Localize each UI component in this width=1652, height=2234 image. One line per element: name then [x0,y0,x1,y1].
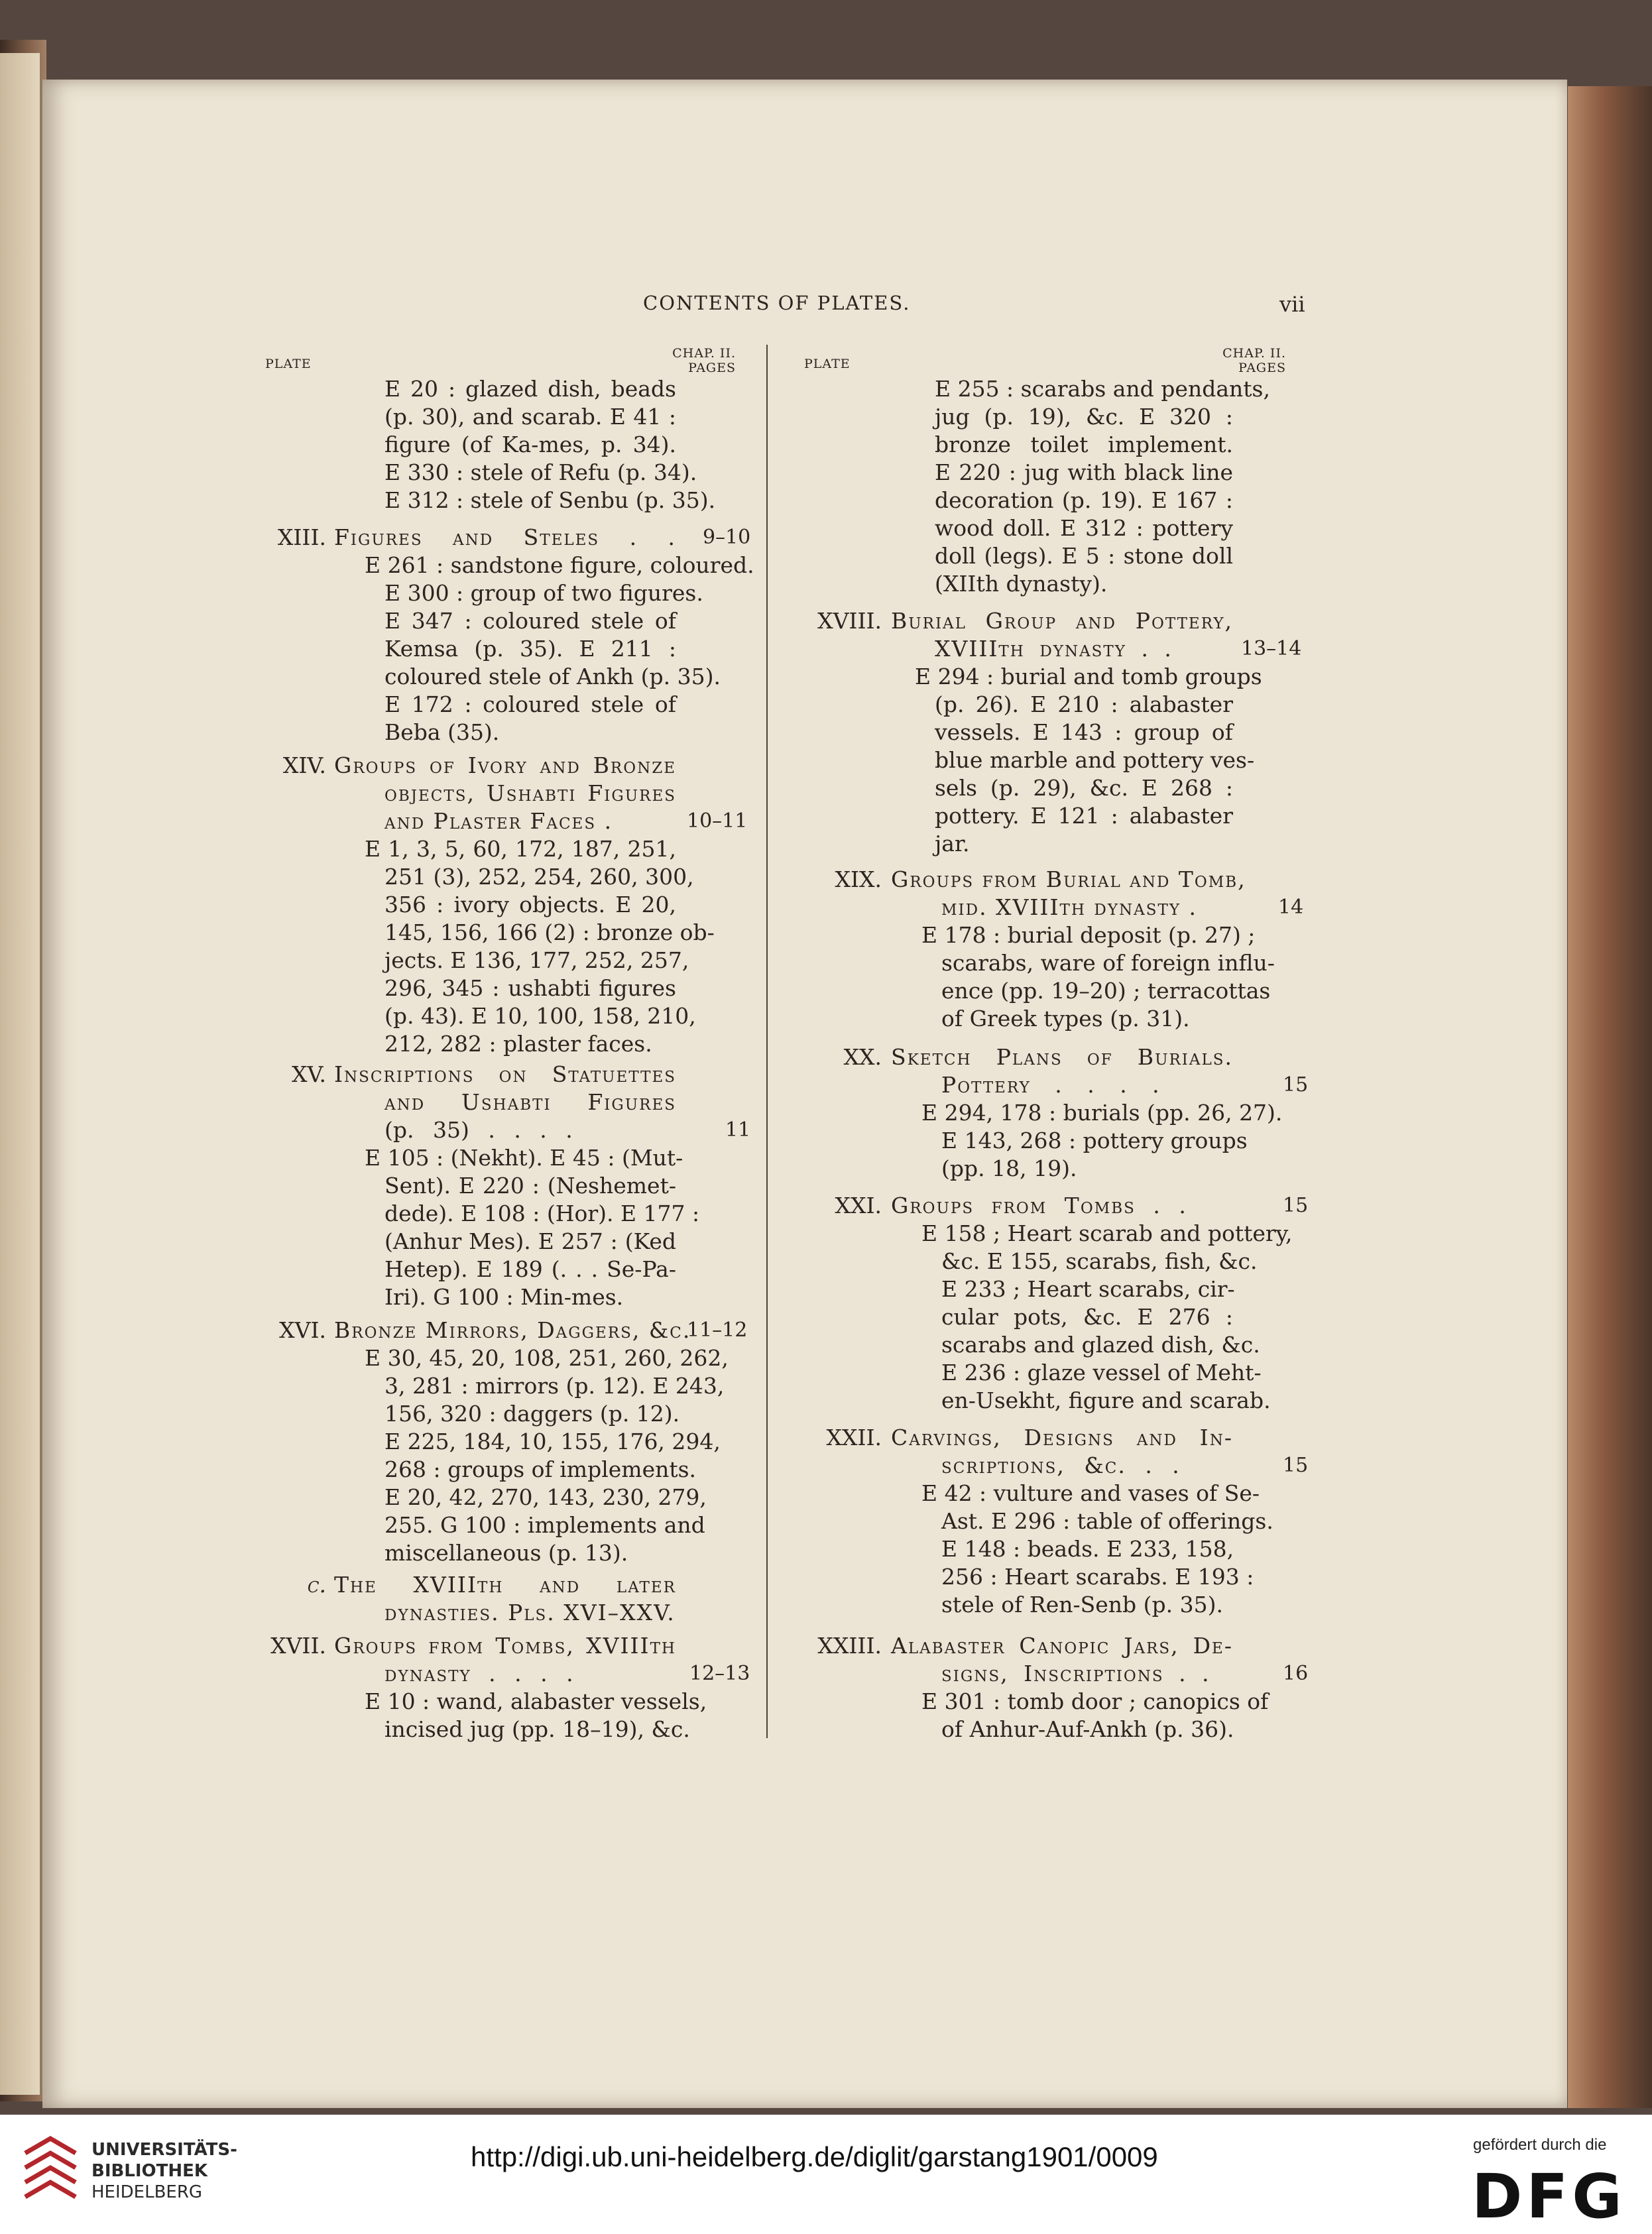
entry-line: Hetep). E 189 (. . . Se-Pa- [384,1256,676,1282]
left-pages-label: PAGES [688,361,736,375]
entry-line: 3, 281 : mirrors (p. 12). E 243, [384,1373,725,1399]
entry-line: E 330 : stele of Refu (p. 34). [384,459,697,485]
entry-line: scarabs, ware of foreign influ- [941,950,1275,976]
entry-line: jar. [935,831,970,856]
entry-line: Iri). G 100 : Min-mes. [384,1284,624,1310]
entry-line: 212, 282 : plaster faces. [384,1031,652,1057]
entry-line: cular pots, &c. E 276 : [941,1304,1233,1330]
running-head: CONTENTS OF PLATES. [643,292,911,314]
plate-number: XVI. [279,1317,326,1343]
entry-line: 255. G 100 : implements and [384,1512,705,1538]
entry-line: dede). E 108 : (Hor). E 177 : [384,1201,700,1226]
section-letter: c. [307,1572,326,1598]
entry-line: blue marble and pottery ves- [935,747,1255,773]
entry-line: E 143, 268 : pottery groups [941,1128,1248,1153]
entry-line: 256 : Heart scarabs. E 193 : [941,1564,1254,1590]
plate-number: XXII. [826,1425,882,1450]
entry-line: E 225, 184, 10, 155, 176, 294, [384,1429,721,1454]
plate-heading: scriptions, &c. . . [941,1452,1181,1478]
plate-number: XV. [291,1061,326,1087]
entry-line: en-Usekht, figure and scarab. [941,1387,1271,1413]
entry-line: (p. 26). E 210 : alabaster [935,691,1233,717]
entry-line: 268 : groups of implements. [384,1456,697,1482]
plate-heading: Inscriptions on Statuettes [334,1061,676,1087]
section-heading: dynasties. Pls. XVI–XXV. [384,1600,676,1625]
plate-number: XIX. [835,866,882,892]
entry-line: Beba (35). [384,719,500,745]
entry-line: ence (pp. 19–20) ; terracottas [941,978,1271,1004]
chapter-pages: 15 [1283,1454,1309,1477]
entry-line: E 20 : glazed dish, beads [384,376,676,402]
entry-line: E 300 : group of two figures. [384,580,703,606]
plate-heading: Figures and Steles . . [334,524,676,550]
entry-line: (p. 35) . . . . [384,1117,573,1143]
section-heading: The XVIIIth and later [334,1572,676,1598]
entry-line: coloured stele of Ankh (p. 35). [384,664,721,689]
page-number: vii [1279,292,1305,317]
entry-line: bronze toilet implement. [935,432,1233,457]
entry-line: (XIIth dynasty). [935,571,1108,597]
plate-heading: XVIIIth dynasty . . [935,636,1173,662]
left-chap-column-label [663,346,736,375]
dfg-logo: DFG [1472,2161,1626,2232]
entry-line: E 42 : vulture and vases of Se- [921,1480,1260,1506]
entry-line: pottery. E 121 : alabaster [935,803,1233,829]
entry-line: E 148 : beads. E 233, 158, [941,1536,1234,1562]
entry-line: E 255 : scarabs and pendants, [935,376,1270,402]
plate-number: XIV. [282,752,326,778]
permalink-url[interactable]: http://digi.ub.uni-heidelberg.de/diglit/garstang1901/0009 [471,2141,1158,2172]
entry-line: E 1, 3, 5, 60, 172, 187, 251, [365,836,676,862]
entry-line: E 105 : (Nekht). E 45 : (Mut- [365,1145,683,1171]
book-page [42,80,1567,2108]
funding-label: gefördert durch die [1473,2136,1607,2154]
plate-number: XIII. [277,524,326,550]
entry-line: 356 : ivory objects. E 20, [384,892,676,917]
entry-line: E 236 : glaze vessel of Meht- [941,1360,1262,1385]
library-name-line3: HEIDELBERG [91,2182,203,2202]
entry-line: of Anhur-Auf-Ankh (p. 36). [941,1716,1234,1742]
plate-heading: and Ushabti Figures [384,1089,676,1115]
entry-line: vessels. E 143 : group of [935,719,1233,745]
entry-line: stele of Ren-Senb (p. 35). [941,1592,1223,1617]
entry-line: miscellaneous (p. 13). [384,1540,628,1566]
entry-line: E 301 : tomb door ; canopics of [921,1688,1269,1714]
plate-number: XXIII. [817,1633,882,1659]
entry-line: scarabs and glazed dish, &c. [941,1332,1260,1358]
entry-line: of Greek types (p. 31). [941,1006,1190,1031]
entry-line: E 233 ; Heart scarabs, cir- [941,1276,1235,1302]
entry-line: (p. 43). E 10, 100, 158, 210, [384,1003,696,1029]
entry-line: E 10 : wand, alabaster vessels, [365,1688,707,1714]
plate-heading: and Plaster Faces . [384,808,613,834]
plate-heading: Pottery . . . . [941,1072,1161,1098]
entry-line: E 20, 42, 270, 143, 230, 279, [384,1484,707,1510]
book-cover-right-edge [1568,86,1652,2108]
entry-line: E 261 : sandstone figure, coloured. [365,552,754,578]
entry-line: jug (p. 19), &c. E 320 : [935,404,1233,430]
entry-line: &c. E 155, scarabs, fish, &c. [941,1248,1258,1274]
plate-heading: Groups from Burial and Tomb, [891,866,1246,892]
entry-line: incised jug (pp. 18–19), &c. [384,1716,690,1742]
chapter-pages: 11 [725,1118,751,1142]
entry-line: (pp. 18, 19). [941,1155,1077,1181]
plate-heading: Burial Group and Pottery, [891,608,1233,634]
entry-line: E 347 : coloured stele of [384,608,676,634]
plate-heading: Groups from Tombs . . [891,1193,1187,1218]
entry-line: Ast. E 296 : table of offerings. [941,1508,1273,1534]
entry-line: doll (legs). E 5 : stone doll [935,543,1233,569]
entry-line: 145, 156, 166 (2) : bronze ob- [384,919,715,945]
chapter-pages: 11–12 [687,1319,748,1342]
library-name-line2: BIBLIOTHEK [91,2161,208,2181]
left-chap-label: CHAP. II. [672,346,736,361]
plate-heading: dynasty . . . . [384,1661,575,1686]
chapter-pages: 15 [1283,1194,1309,1217]
footer-bar [0,2115,1652,2234]
entry-line: figure (of Ka-mes, p. 34). [384,432,676,457]
previous-page-edge [0,53,41,2095]
entry-line: (Anhur Mes). E 257 : (Ked [384,1228,676,1254]
chapter-pages: 12–13 [689,1662,750,1685]
entry-line: Kemsa (p. 35). E 211 : [384,636,676,662]
plate-heading: Groups from Tombs, XVIIIth [334,1633,676,1659]
entry-line: E 172 : coloured stele of [384,691,676,717]
plate-number: XX. [843,1044,882,1070]
plate-heading: Alabaster Canopic Jars, De- [891,1633,1233,1659]
entry-line: (p. 30), and scarab. E 41 : [384,404,676,430]
right-chap-column-label [1213,346,1286,375]
entry-line: decoration (p. 19). E 167 : [935,487,1233,513]
entry-line: wood doll. E 312 : pottery [935,515,1233,541]
plate-number: XVII. [270,1633,326,1659]
plate-heading: mid. XVIIIth dynasty . [941,894,1197,920]
chapter-pages: 14 [1278,896,1304,919]
plate-heading: Bronze Mirrors, Daggers, &c. [334,1317,691,1343]
library-logo-icon [19,2133,82,2206]
entry-line: 296, 345 : ushabti figures [384,975,676,1001]
plate-heading: Carvings, Designs and In- [891,1425,1233,1450]
plate-heading: Groups of Ivory and Bronze [334,752,676,778]
entry-line: jects. E 136, 177, 252, 257, [384,947,689,973]
entry-line: Sent). E 220 : (Neshemet- [384,1173,676,1199]
right-pages-label: PAGES [1238,361,1286,375]
chapter-pages: 10–11 [687,809,748,833]
entry-line: E 178 : burial deposit (p. 27) ; [921,922,1256,948]
entry-line: E 294, 178 : burials (pp. 26, 27). [921,1100,1283,1126]
plate-number: XVIII. [817,608,882,634]
chapter-pages: 16 [1283,1662,1309,1685]
column-divider [766,345,768,1738]
plate-heading: Sketch Plans of Burials. [891,1044,1233,1070]
entry-line: sels (p. 29), &c. E 268 : [935,775,1233,801]
entry-line: 156, 320 : daggers (p. 12). [384,1401,680,1427]
right-chap-label: CHAP. II. [1222,346,1286,361]
plate-heading: objects, Ushabti Figures [384,780,676,806]
entry-line: E 312 : stele of Senbu (p. 35). [384,487,716,513]
entry-line: E 220 : jug with black line [935,459,1233,485]
entry-line: 251 (3), 252, 254, 260, 300, [384,864,694,890]
right-plate-column-label: PLATE [804,357,851,371]
entry-line: E 158 ; Heart scarab and pottery, [921,1220,1293,1246]
chapter-pages: 9–10 [703,526,751,549]
plate-number: XXI. [835,1193,882,1218]
left-plate-column-label: PLATE [265,357,312,371]
library-name-line1: UNIVERSITÄTS- [91,2140,237,2160]
chapter-pages: 13–14 [1241,637,1302,660]
entry-line: E 294 : burial and tomb groups [915,664,1262,689]
entry-line: E 30, 45, 20, 108, 251, 260, 262, [365,1345,729,1371]
chapter-pages: 15 [1283,1073,1309,1096]
plate-heading: signs, Inscriptions . . [941,1661,1210,1686]
